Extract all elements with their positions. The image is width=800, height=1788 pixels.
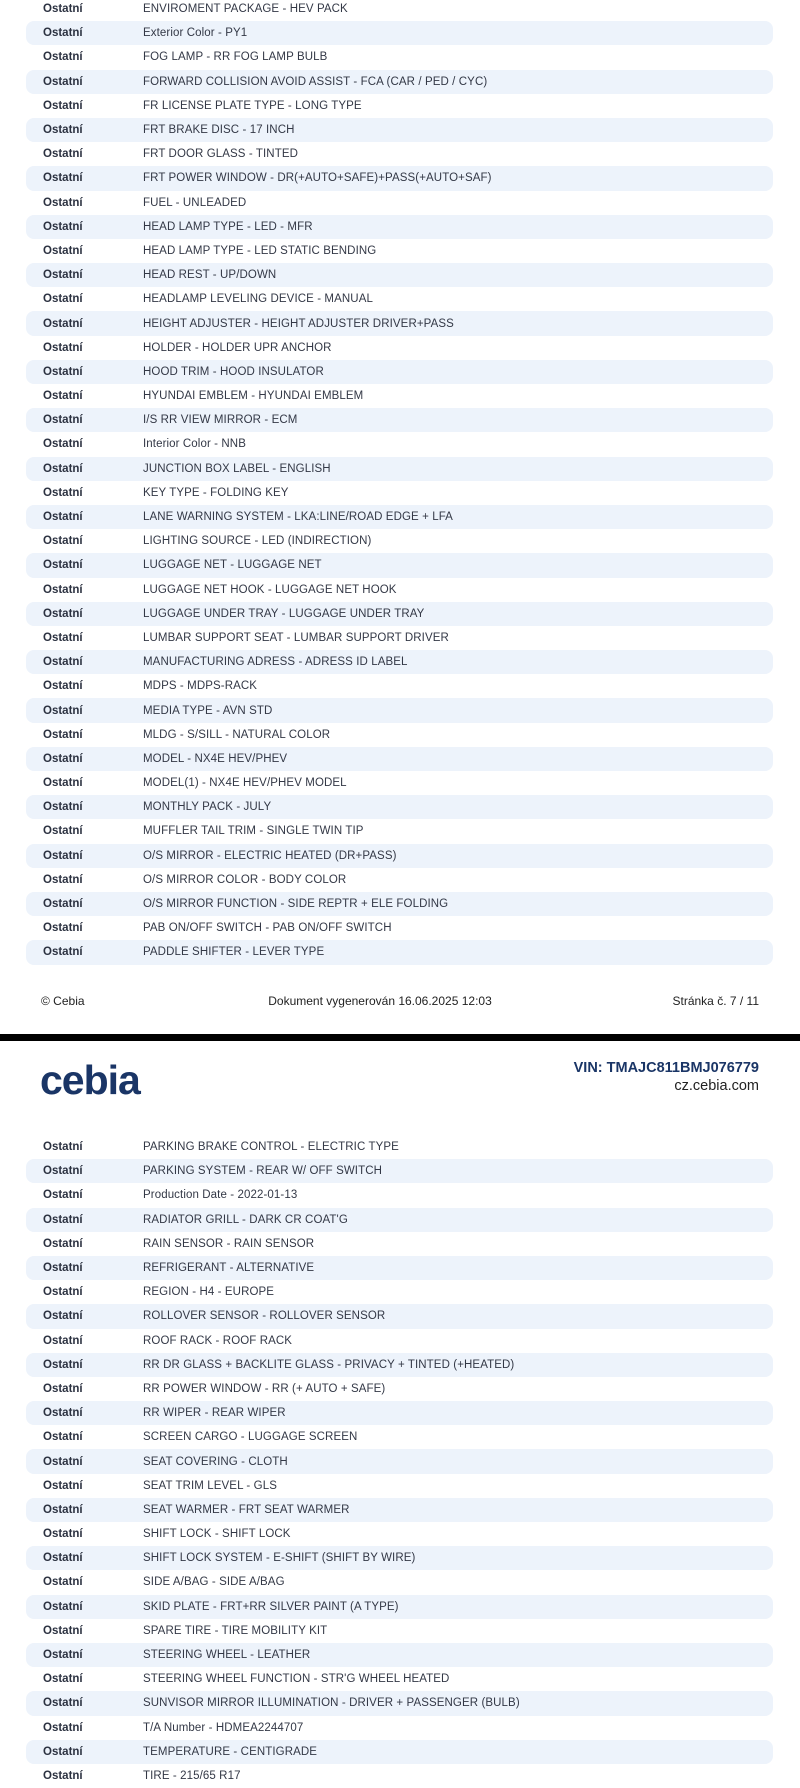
option-row — [26, 457, 773, 481]
option-value: O/S MIRROR - ELECTRIC HEATED (DR+PASS) — [143, 849, 397, 862]
option-value: PADDLE SHIFTER - LEVER TYPE — [143, 946, 325, 959]
option-row — [26, 142, 773, 166]
option-value: FUEL - UNLEADED — [143, 196, 247, 209]
option-row — [26, 1546, 773, 1570]
option-category: Ostatní — [43, 51, 83, 64]
option-category: Ostatní — [43, 1262, 83, 1275]
option-value: RR DR GLASS + BACKLITE GLASS - PRIVACY + TINTED (+HEATED) — [143, 1358, 515, 1371]
option-row — [26, 1643, 773, 1667]
option-value: MEDIA TYPE - AVN STD — [143, 704, 273, 717]
option-row — [26, 1570, 773, 1594]
option-category: Ostatní — [43, 1358, 83, 1371]
option-value: FRT DOOR GLASS - TINTED — [143, 148, 299, 161]
option-value: FRT BRAKE DISC - 17 INCH — [143, 124, 295, 137]
option-row — [26, 311, 773, 335]
vin-number: VIN: TMAJC811BMJ076779 — [573, 1060, 759, 1076]
option-row — [26, 747, 773, 771]
option-value: SEAT TRIM LEVEL - GLS — [143, 1479, 277, 1492]
option-category: Ostatní — [43, 656, 83, 669]
option-category: Ostatní — [43, 99, 83, 112]
option-row — [26, 1135, 773, 1159]
option-row — [26, 1304, 773, 1328]
option-row — [26, 698, 773, 722]
option-value: JUNCTION BOX LABEL - ENGLISH — [143, 462, 331, 475]
option-category: Ostatní — [43, 293, 83, 306]
option-value: ENVIROMENT PACKAGE - HEV PACK — [143, 3, 348, 16]
option-value: HOOD TRIM - HOOD INSULATOR — [143, 365, 324, 378]
option-category: Ostatní — [43, 607, 83, 620]
option-category: Ostatní — [43, 390, 83, 403]
option-value: SHIFT LOCK SYSTEM - E-SHIFT (SHIFT BY WIRE) — [143, 1552, 416, 1565]
option-value: PARKING BRAKE CONTROL - ELECTRIC TYPE — [143, 1141, 399, 1154]
option-category: Ostatní — [43, 486, 83, 499]
option-row — [26, 844, 773, 868]
option-row — [26, 360, 773, 384]
option-value: REFRIGERANT - ALTERNATIVE — [143, 1262, 315, 1275]
option-value: RR POWER WINDOW - RR (+ AUTO + SAFE) — [143, 1382, 386, 1395]
option-category: Ostatní — [43, 801, 83, 814]
option-value: LANE WARNING SYSTEM - LKA:LINE/ROAD EDGE + LFA — [143, 511, 453, 524]
option-category: Ostatní — [43, 148, 83, 161]
option-value: HEAD LAMP TYPE - LED - MFR — [143, 220, 313, 233]
option-value: T/A Number - HDMEA2244707 — [143, 1721, 304, 1734]
option-value: SEAT COVERING - CLOTH — [143, 1455, 288, 1468]
option-row — [26, 1691, 773, 1715]
option-value: LUMBAR SUPPORT SEAT - LUMBAR SUPPORT DRIVER — [143, 631, 449, 644]
option-category: Ostatní — [43, 75, 83, 88]
option-category: Ostatní — [43, 631, 83, 644]
option-category: Ostatní — [43, 1769, 83, 1782]
option-category: Ostatní — [43, 1382, 83, 1395]
option-category: Ostatní — [43, 728, 83, 741]
option-value: SEAT WARMER - FRT SEAT WARMER — [143, 1503, 350, 1516]
option-row — [26, 481, 773, 505]
option-row — [26, 916, 773, 940]
option-row — [26, 191, 773, 215]
option-row — [26, 1425, 773, 1449]
options-list-page-8 — [26, 1135, 773, 1788]
option-row — [26, 868, 773, 892]
option-category: Ostatní — [43, 752, 83, 765]
options-list-page-7 — [26, 0, 773, 965]
option-category: Ostatní — [43, 898, 83, 911]
option-value: STEERING WHEEL - LEATHER — [143, 1649, 311, 1662]
option-row — [26, 432, 773, 456]
option-row — [26, 529, 773, 553]
option-value: Production Date - 2022-01-13 — [143, 1189, 298, 1202]
option-category: Ostatní — [43, 1697, 83, 1710]
option-value: MLDG - S/SILL - NATURAL COLOR — [143, 728, 331, 741]
option-category: Ostatní — [43, 1407, 83, 1420]
option-category: Ostatní — [43, 922, 83, 935]
option-category: Ostatní — [43, 777, 83, 790]
footer-page-number: Stránka č. 7 / 11 — [672, 994, 759, 1008]
option-row — [26, 336, 773, 360]
option-row — [26, 1764, 773, 1788]
option-row — [26, 795, 773, 819]
option-category: Ostatní — [43, 1455, 83, 1468]
option-row — [26, 819, 773, 843]
option-value: FOG LAMP - RR FOG LAMP BULB — [143, 51, 328, 64]
option-value: SUNVISOR MIRROR ILLUMINATION - DRIVER + PASSENGER (BULB) — [143, 1697, 520, 1710]
option-row — [26, 505, 773, 529]
option-row — [26, 94, 773, 118]
option-value: RR WIPER - REAR WIPER — [143, 1407, 286, 1420]
option-category: Ostatní — [43, 1165, 83, 1178]
option-category: Ostatní — [43, 438, 83, 451]
option-row — [26, 1740, 773, 1764]
option-row — [26, 1183, 773, 1207]
option-row — [26, 1449, 773, 1473]
option-row — [26, 723, 773, 747]
option-value: SCREEN CARGO - LUGGAGE SCREEN — [143, 1431, 358, 1444]
option-category: Ostatní — [43, 1237, 83, 1250]
option-category: Ostatní — [43, 196, 83, 209]
option-row — [26, 0, 773, 21]
option-value: PARKING SYSTEM - REAR W/ OFF SWITCH — [143, 1165, 383, 1178]
option-category: Ostatní — [43, 946, 83, 959]
option-row — [26, 1498, 773, 1522]
option-category: Ostatní — [43, 27, 83, 40]
option-row — [26, 1401, 773, 1425]
option-row — [26, 626, 773, 650]
option-value: HEADLAMP LEVELING DEVICE - MANUAL — [143, 293, 373, 306]
option-category: Ostatní — [43, 1528, 83, 1541]
option-category: Ostatní — [43, 849, 83, 862]
option-value: I/S RR VIEW MIRROR - ECM — [143, 414, 298, 427]
option-value: RADIATOR GRILL - DARK CR COAT'G — [143, 1213, 348, 1226]
option-row — [26, 1208, 773, 1232]
option-row — [26, 215, 773, 239]
option-row — [26, 1232, 773, 1256]
option-value: MANUFACTURING ADRESS - ADRESS ID LABEL — [143, 656, 408, 669]
option-value: LUGGAGE NET HOOK - LUGGAGE NET HOOK — [143, 583, 397, 596]
option-row — [26, 70, 773, 94]
option-row — [26, 1377, 773, 1401]
option-row — [26, 287, 773, 311]
option-value: Exterior Color - PY1 — [143, 27, 248, 40]
option-value: SHIFT LOCK - SHIFT LOCK — [143, 1528, 291, 1541]
option-value: HEIGHT ADJUSTER - HEIGHT ADJUSTER DRIVER+PASS — [143, 317, 454, 330]
option-category: Ostatní — [43, 172, 83, 185]
option-category: Ostatní — [43, 1624, 83, 1637]
website-link[interactable]: cz.cebia.com — [674, 1078, 759, 1094]
option-category: Ostatní — [43, 220, 83, 233]
option-value: HYUNDAI EMBLEM - HYUNDAI EMBLEM — [143, 390, 364, 403]
option-value: STEERING WHEEL FUNCTION - STR'G WHEEL HEATED — [143, 1673, 450, 1686]
option-category: Ostatní — [43, 1649, 83, 1662]
option-row — [26, 166, 773, 190]
option-category: Ostatní — [43, 462, 83, 475]
option-row — [26, 1474, 773, 1498]
option-row — [26, 239, 773, 263]
option-row — [26, 1329, 773, 1353]
option-value: PAB ON/OFF SWITCH - PAB ON/OFF SWITCH — [143, 922, 392, 935]
option-value: MDPS - MDPS-RACK — [143, 680, 258, 693]
option-category: Ostatní — [43, 124, 83, 137]
option-category: Ostatní — [43, 269, 83, 282]
option-category: Ostatní — [43, 414, 83, 427]
option-category: Ostatní — [43, 825, 83, 838]
option-value: TEMPERATURE - CENTIGRADE — [143, 1745, 318, 1758]
option-category: Ostatní — [43, 1189, 83, 1202]
option-value: REGION - H4 - EUROPE — [143, 1286, 275, 1299]
option-value: MODEL - NX4E HEV/PHEV — [143, 752, 288, 765]
option-row — [26, 384, 773, 408]
option-row — [26, 553, 773, 577]
option-value: FRT POWER WINDOW - DR(+AUTO+SAFE)+PASS(+AUTO+SAF) — [143, 172, 492, 185]
option-category: Ostatní — [43, 1745, 83, 1758]
option-category: Ostatní — [43, 1141, 83, 1154]
footer-generated-date: Dokument vygenerován 16.06.2025 12:03 — [268, 994, 492, 1008]
footer-copyright: © Cebia — [41, 994, 85, 1008]
cebia-logo: cebia — [40, 1057, 140, 1103]
option-value: SIDE A/BAG - SIDE A/BAG — [143, 1576, 285, 1589]
option-category: Ostatní — [43, 704, 83, 717]
option-row — [26, 771, 773, 795]
option-category: Ostatní — [43, 1600, 83, 1613]
option-value: FORWARD COLLISION AVOID ASSIST - FCA (CAR / PED / CYC) — [143, 75, 488, 88]
option-value: HEAD LAMP TYPE - LED STATIC BENDING — [143, 244, 377, 257]
option-value: TIRE - 215/65 R17 — [143, 1769, 241, 1782]
option-value: LIGHTING SOURCE - LED (INDIRECTION) — [143, 535, 372, 548]
option-row — [26, 1256, 773, 1280]
option-value: FR LICENSE PLATE TYPE - LONG TYPE — [143, 99, 362, 112]
option-category: Ostatní — [43, 317, 83, 330]
option-value: LUGGAGE UNDER TRAY - LUGGAGE UNDER TRAY — [143, 607, 425, 620]
option-value: O/S MIRROR COLOR - BODY COLOR — [143, 873, 347, 886]
option-row — [26, 674, 773, 698]
option-value: KEY TYPE - FOLDING KEY — [143, 486, 289, 499]
option-category: Ostatní — [43, 1334, 83, 1347]
option-row — [26, 1667, 773, 1691]
option-row — [26, 940, 773, 964]
option-category: Ostatní — [43, 873, 83, 886]
option-value: Interior Color - NNB — [143, 438, 246, 451]
option-category: Ostatní — [43, 511, 83, 524]
option-category: Ostatní — [43, 1213, 83, 1226]
option-row — [26, 1159, 773, 1183]
option-value: SPARE TIRE - TIRE MOBILITY KIT — [143, 1624, 328, 1637]
option-category: Ostatní — [43, 680, 83, 693]
option-value: MONTHLY PACK - JULY — [143, 801, 272, 814]
option-value: HEAD REST - UP/DOWN — [143, 269, 277, 282]
option-value: O/S MIRROR FUNCTION - SIDE REPTR + ELE FOLDING — [143, 898, 449, 911]
page-header — [0, 1041, 800, 1121]
page-footer — [0, 991, 800, 1011]
option-category: Ostatní — [43, 244, 83, 257]
option-row — [26, 1280, 773, 1304]
option-row — [26, 21, 773, 45]
option-value: ROLLOVER SENSOR - ROLLOVER SENSOR — [143, 1310, 386, 1323]
option-row — [26, 408, 773, 432]
option-value: MODEL(1) - NX4E HEV/PHEV MODEL — [143, 777, 347, 790]
option-category: Ostatní — [43, 1431, 83, 1444]
option-row — [26, 892, 773, 916]
option-category: Ostatní — [43, 1286, 83, 1299]
option-value: ROOF RACK - ROOF RACK — [143, 1334, 293, 1347]
option-value: HOLDER - HOLDER UPR ANCHOR — [143, 341, 332, 354]
option-category: Ostatní — [43, 1310, 83, 1323]
option-row — [26, 1595, 773, 1619]
option-category: Ostatní — [43, 1479, 83, 1492]
option-category: Ostatní — [43, 365, 83, 378]
option-value: LUGGAGE NET - LUGGAGE NET — [143, 559, 322, 572]
option-row — [26, 1353, 773, 1377]
option-value: RAIN SENSOR - RAIN SENSOR — [143, 1237, 315, 1250]
option-row — [26, 650, 773, 674]
option-value: MUFFLER TAIL TRIM - SINGLE TWIN TIP — [143, 825, 364, 838]
option-row — [26, 45, 773, 69]
page-break-divider — [0, 1034, 800, 1041]
option-row — [26, 602, 773, 626]
option-category: Ostatní — [43, 1576, 83, 1589]
option-category: Ostatní — [43, 1673, 83, 1686]
option-row — [26, 1619, 773, 1643]
option-category: Ostatní — [43, 3, 83, 16]
option-row — [26, 1716, 773, 1740]
option-category: Ostatní — [43, 1721, 83, 1734]
option-row — [26, 118, 773, 142]
option-value: SKID PLATE - FRT+RR SILVER PAINT (A TYPE) — [143, 1600, 399, 1613]
option-category: Ostatní — [43, 583, 83, 596]
option-category: Ostatní — [43, 1552, 83, 1565]
option-row — [26, 1522, 773, 1546]
option-row — [26, 578, 773, 602]
option-category: Ostatní — [43, 559, 83, 572]
option-category: Ostatní — [43, 535, 83, 548]
option-category: Ostatní — [43, 1503, 83, 1516]
option-row — [26, 263, 773, 287]
option-category: Ostatní — [43, 341, 83, 354]
